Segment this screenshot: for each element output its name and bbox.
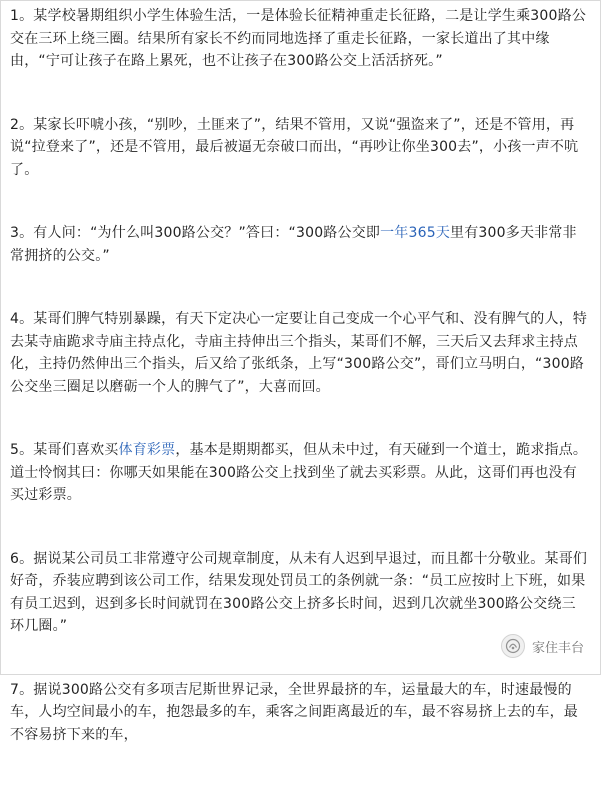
paragraph-text: 2。某家长吓唬小孩，“别吵，土匪来了”，结果不管用，又说“强盗来了”，还是不管用，再说“拉登来了”，还是不管用，最后被逼无奈破口而出，“再吵让你坐300去”，小孩一声不吭了。: [10, 116, 579, 178]
logo-icon: [501, 634, 525, 658]
joke-paragraph-1: [10, 5, 590, 73]
paragraph-text: 里有300多天非常非常拥挤的公交。”: [10, 225, 577, 264]
joke-paragraph-5: [10, 439, 590, 507]
paragraph-text: 1。某学校暑期组织小学生体验生活，一是体验长征精神重走长征路，二是让学生乘300路公交在三环上绕三圈。结果所有家长不约而同地选择了重走长征路，一家长道出了其中缘由，“宁可让孩子在路上累死，也不让孩子在300路公交上活活挤死。”: [10, 8, 587, 69]
joke-paragraph-3: [10, 222, 590, 267]
paragraph-text: 3。有人问：“为什么叫300路公交？”答曰：“300路公交即: [10, 225, 381, 241]
joke-paragraph-6: [10, 548, 590, 638]
joke-paragraph-7: [10, 679, 590, 747]
paragraph-text: ，基本是期期都买，但从未中过，有天碰到一个道士，跪求指点。道士怜悯其曰：你哪天如果能在300路公交上找到坐了就去买彩票。从此，这哥们再也没有买过彩票。: [10, 442, 588, 503]
article-content: [10, 5, 590, 787]
paragraph-text: 5。某哥们喜欢买: [10, 442, 119, 458]
paragraph-text: 7。据说300路公交有多项吉尼斯世界记录，全世界最挤的车，运量最大的车，时速最慢的车，人均空间最小的车，抱怨最多的车，乘客之间距离最近的车，最不容易挤上去的车，最不容易挤下来的车，: [10, 681, 578, 743]
watermark: [501, 634, 586, 658]
inline-link[interactable]: 体育彩票: [118, 442, 176, 458]
joke-paragraph-2: [10, 114, 590, 182]
joke-paragraph-4: [10, 308, 590, 398]
watermark-text: 家住丰台: [530, 637, 586, 656]
paragraph-text: 4。某哥们脾气特别暴躁，有天下定决心一定要让自己变成一个心平气和、没有脾气的人，特去某寺庙跪求寺庙主持点化，寺庙主持伸出三个指头，某哥们不解，三天后又去拜求主持点化，主持仍然伸出三个指头，后又给了张纸条，上写“300路公交”，哥们立马明白，“300路公交坐三圈足以磨砺一个人的脾气了”，大喜而回。: [10, 311, 588, 395]
inline-link[interactable]: 一年365天: [380, 225, 451, 241]
paragraph-text: 6。据说某公司员工非常遵守公司规章制度，从未有人迟到早退过，而且都十分敬业。某哥们好奇，乔装应聘到该公司工作，结果发现处罚员工的条例就一条：“员工应按时上下班，如果有员工迟到，迟到多长时间就罚在300路公交上挤多长时间，迟到几次就坐300路公交绕三环几圈。”: [10, 550, 588, 634]
